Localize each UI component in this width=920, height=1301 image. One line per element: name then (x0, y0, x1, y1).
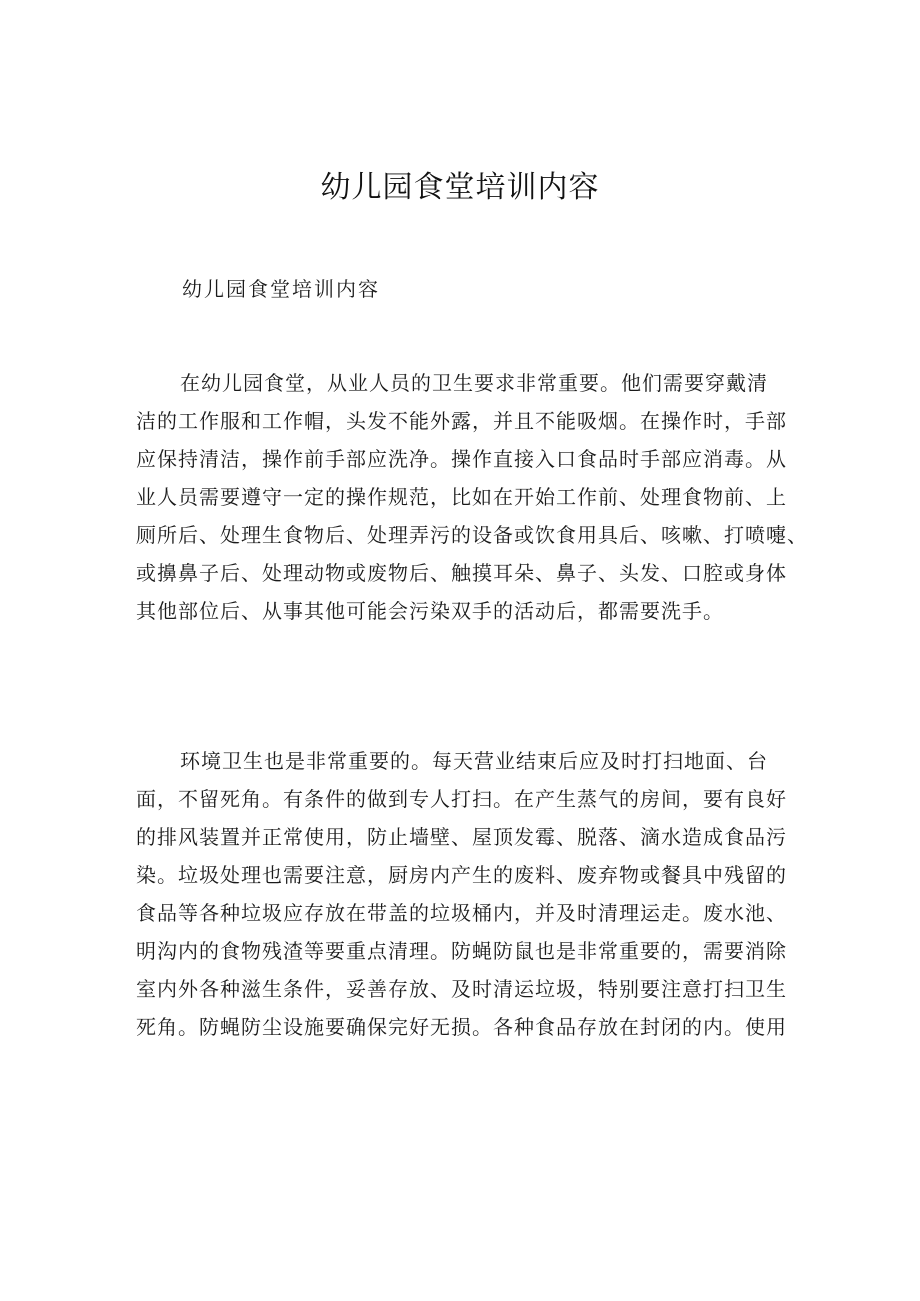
paragraph-line: 在幼儿园食堂，从业人员的卫生要求非常重要。他们需要穿戴清 (180, 371, 768, 395)
paragraph-line: 面，不留死角。有条件的做到专人打扫。在产生蒸气的房间，要有良好 (136, 787, 787, 811)
paragraph-line: 死角。防蝇防尘设施要确保完好无损。各种食品存放在封闭的内。使用 (136, 1015, 787, 1039)
paragraph-line: 食品等各种垃圾应存放在带盖的垃圾桶内，并及时清理运走。废水池、 (136, 901, 787, 925)
paragraph-line: 环境卫生也是非常重要的。每天营业结束后应及时打扫地面、台 (180, 749, 768, 773)
paragraph-line: 室内外各种滋生条件，妥善存放、及时清运垃圾，特别要注意打扫卫生 (136, 977, 787, 1001)
paragraph-line: 的排风装置并正常使用，防止墙壁、屋顶发霉、脱落、滴水造成食品污 (136, 825, 787, 849)
paragraph-line: 其他部位后、从事其他可能会污染双手的活动后，都需要洗手。 (136, 599, 724, 623)
paragraph-staff-hygiene (136, 364, 810, 630)
paragraph-line: 厕所后、处理生食物后、处理弄污的设备或饮食用具后、咳嗽、打喷嚏、 (136, 523, 808, 547)
paragraph-line: 明沟内的食物残渣等要重点清理。防蝇防鼠也是非常重要的，需要消除 (136, 939, 787, 963)
paragraph-line: 洁的工作服和工作帽，头发不能外露，并且不能吸烟。在操作时，手部 (136, 409, 787, 433)
paragraph-line: 应保持清洁，操作前手部应洗净。操作直接入口食品时手部应消毒。从 (136, 447, 787, 471)
paragraph-line: 或擤鼻子后、处理动物或废物后、触摸耳朵、鼻子、头发、口腔或身体 (136, 561, 787, 585)
document-subtitle: 幼儿园食堂培训内容 (182, 277, 380, 301)
paragraph-environment-hygiene (136, 742, 810, 1046)
page-title: 幼儿园食堂培训内容 (320, 170, 600, 205)
paragraph-line: 业人员需要遵守一定的操作规范，比如在开始工作前、处理食物前、上 (136, 485, 787, 509)
paragraph-line: 染。垃圾处理也需要注意，厨房内产生的废料、废弃物或餐具中残留的 (136, 863, 787, 887)
